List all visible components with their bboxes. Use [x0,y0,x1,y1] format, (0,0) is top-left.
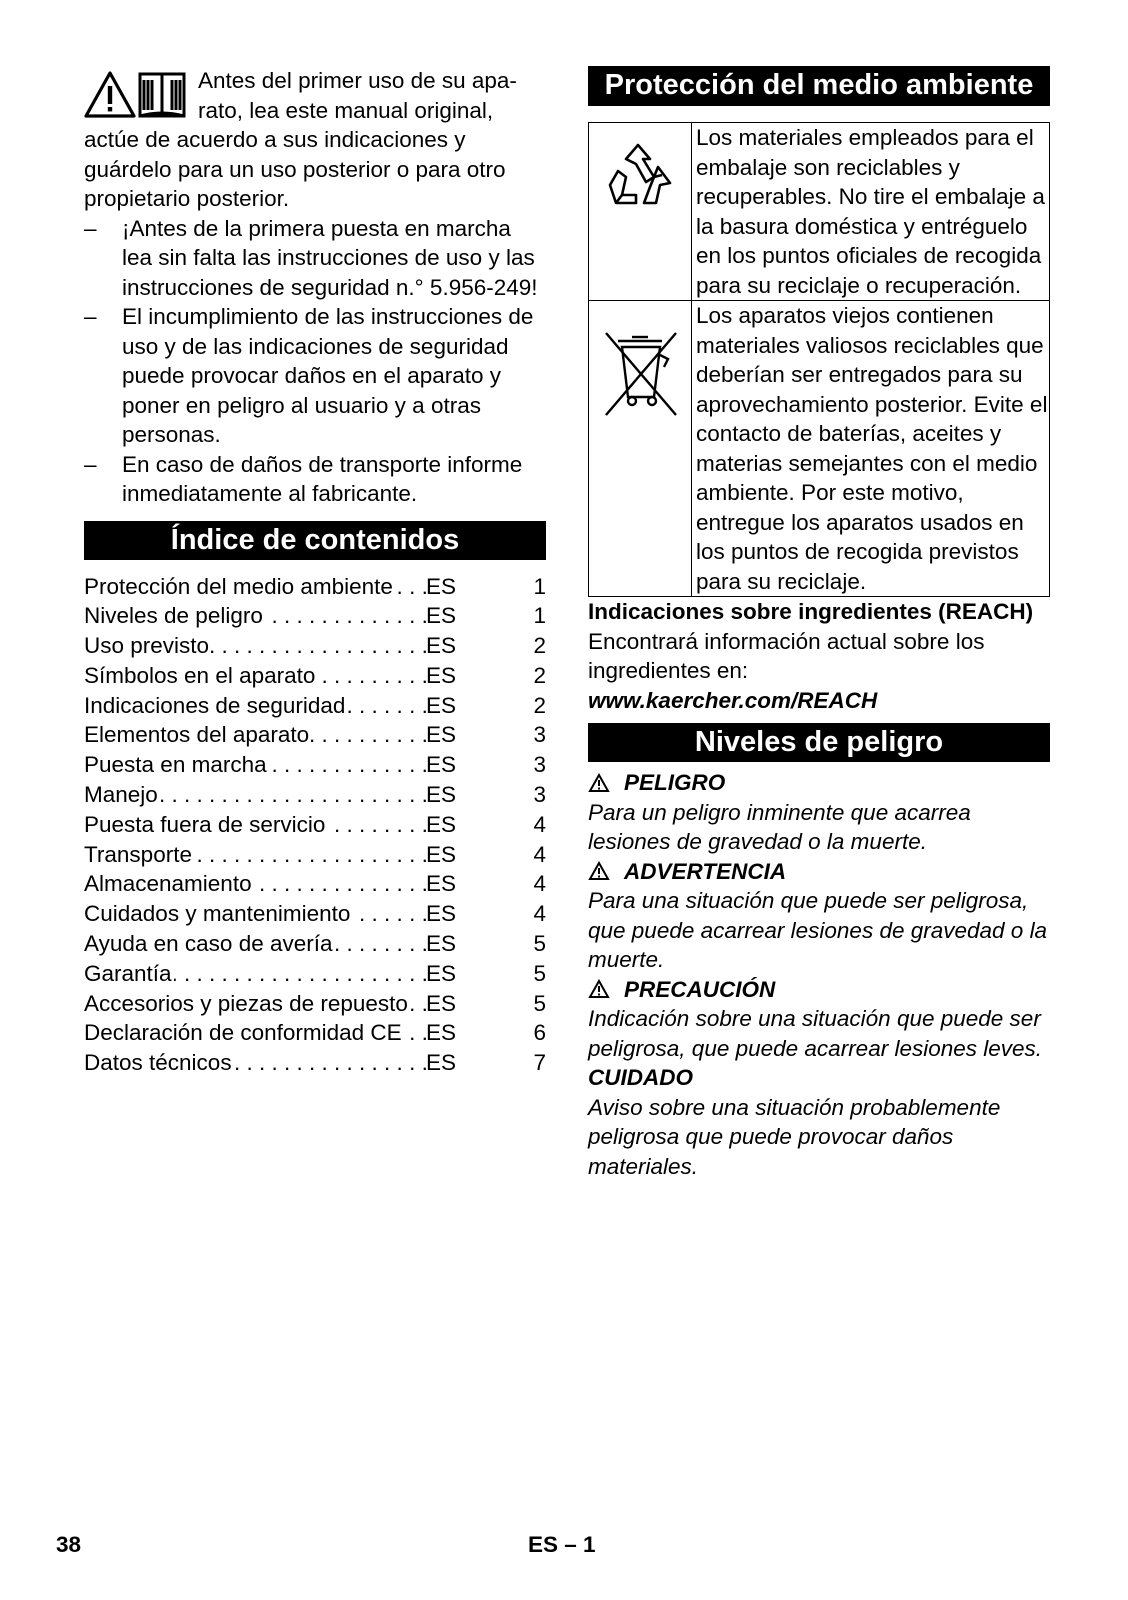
environment-icon-cell [589,123,692,301]
left-column [84,66,546,1078]
toc-entry-title: Garantía . . . [84,959,426,989]
toc-entry-title: Declaración de conformidad CE . . . [84,1018,426,1048]
page-number: 38 [56,1532,82,1557]
toc-entry-lang: ES [426,722,457,748]
toc-entry-page: 2 [533,692,546,718]
reach-text: Encontrará información actual sobre los ingredientes en: [588,628,985,683]
level-advertencia-heading [588,857,1050,887]
toc-entry-page: 4 [533,811,546,837]
level-precaucion-heading [588,975,1050,1005]
toc-entry-lang: ES [426,573,457,599]
reach-heading: Indicaciones sobre ingredientes (REACH) [588,599,1034,624]
crossed-out-bin-icon [596,319,684,429]
toc-entry-lang: ES [426,901,457,927]
toc-entry-lang: ES [426,1050,457,1076]
environment-row [589,123,1050,301]
toc-entry-lang: ES [426,603,457,629]
intro-line-1: Antes del primer uso de su apa- [198,68,517,93]
toc-entry-page: 3 [533,782,546,808]
toc-entry-page: 2 [533,633,546,659]
warning-triangle-icon [588,773,610,793]
toc-entry-title: Protección del medio ambiente . . . [84,572,426,602]
toc-row[interactable] [84,1018,546,1048]
manual-book-icon [140,74,184,116]
toc-entry-page: 5 [533,960,546,986]
toc-entry-title: Indicaciones de seguridad . . . [84,691,426,721]
environment-text: Los aparatos viejos contienen materiales valiosos reciclables que deberían ser entregados para su aprovechamiento posterior. Evite el contacto de baterías, aceites y materias semejantes con el medio ambiente. Por este motivo, entregue los aparatos usados en los puntos de recogida previstos para su reciclaje. [692,301,1050,597]
level-description: Indicación sobre una situación que puede ser peligrosa, que puede acarrear lesiones leves. [588,1006,1043,1061]
toc-entry-page: 1 [533,603,546,629]
toc-entry-lang: ES [426,662,457,688]
toc-row[interactable] [84,840,546,870]
toc-entry-title: Cuidados y mantenimiento . . . [84,899,426,929]
toc-entry-page: 4 [533,871,546,897]
toc-entry-title: Accesorios y piezas de repuesto . . . [84,989,426,1019]
toc-row[interactable] [84,780,546,810]
toc-table [84,572,546,1079]
toc-row[interactable] [84,899,546,929]
toc-entry-lang: ES [426,782,457,808]
recycling-icon [596,137,684,233]
toc-entry-lang: ES [426,633,457,659]
danger-levels-list [588,768,1050,1181]
level-cuidado-heading [588,1063,1050,1093]
toc-row[interactable] [84,869,546,899]
level-label: PRECAUCIÓN [624,976,776,1002]
warning-triangle-icon [588,861,610,881]
toc-entry-lang: ES [426,960,457,986]
toc-entry-title: Datos técnicos . . . [84,1048,426,1078]
bullet-item: – En caso de daños de transporte informe inmediatamente al fabricante. [84,450,546,509]
intro-section [84,66,546,214]
toc-row[interactable] [84,661,546,691]
page-label: ES – 1 [528,1532,596,1557]
toc-row[interactable] [84,601,546,631]
environment-heading: Protección del medio ambiente [588,66,1050,106]
toc-entry-title: Puesta fuera de servicio . . . [84,810,426,840]
environment-row [589,301,1050,597]
reach-link[interactable]: www.kaercher.com/REACH [588,687,878,713]
level-label: PELIGRO [624,770,726,795]
environment-text: Los materiales empleados para el embalaje son reciclables y recuperables. No tire el embalaje a la basura doméstica y entréguelo en los puntos oficiales de recogida para su reciclaje o recuperación. [692,123,1050,301]
toc-entry-lang: ES [426,752,457,778]
toc-entry-title: Transporte . . . [84,840,426,870]
toc-entry-lang: ES [426,990,457,1016]
toc-row[interactable] [84,929,546,959]
environment-table [588,122,1050,597]
toc-row[interactable] [84,750,546,780]
toc-entry-page: 5 [533,990,546,1016]
level-label: CUIDADO [588,1065,693,1090]
toc-row[interactable] [84,631,546,661]
toc-entry-page: 6 [533,1020,546,1046]
toc-entry-lang: ES [426,871,457,897]
toc-row[interactable] [84,810,546,840]
bullet-item: – El incumplimiento de las instrucciones de uso y de las indicaciones de seguridad puede provocar daños en el aparato y poner en peligro al usuario y a otras personas. [84,302,546,450]
toc-entry-lang: ES [426,1020,457,1046]
intro-line-2: rato, lea este manual original, [198,97,494,123]
toc-entry-title: Manejo . . . [84,780,426,810]
toc-entry-page: 2 [533,662,546,688]
toc-row[interactable] [84,720,546,750]
toc-entry-lang: ES [426,931,457,957]
toc-entry-lang: ES [426,841,457,867]
toc-entry-title: Símbolos en el aparato . . . [84,661,426,691]
toc-row[interactable] [84,1048,546,1078]
level-description: Para una situación que puede ser peligrosa, que puede acarrear lesiones de gravedad o la muerte. [588,888,1048,972]
right-column [588,66,1050,1181]
level-label: ADVERTENCIA [624,858,787,884]
toc-heading: Índice de contenidos [84,521,546,560]
intro-bullets [84,214,546,509]
environment-icon-cell [589,301,692,597]
toc-row[interactable] [84,989,546,1019]
toc-row[interactable] [84,691,546,721]
toc-entry-page: 7 [533,1050,546,1076]
toc-entry-title: Elementos del aparato . . . [84,720,426,750]
level-description: Aviso sobre una situación probablemente peligrosa que puede provocar daños materiales. [588,1094,1001,1179]
level-peligro-heading [588,768,1050,798]
toc-entry-title: Niveles de peligro . . . [84,601,426,631]
bullet-item: – ¡Antes de la primera puesta en marcha lea sin falta las instrucciones de uso y las instrucciones de seguridad n.° 5.956-249! [84,214,546,303]
toc-entry-title: Puesta en marcha . . . [84,750,426,780]
warning-triangle-icon [86,73,134,116]
warning-triangle-icon [588,979,610,999]
danger-levels-heading: Niveles de peligro [588,723,1050,762]
toc-entry-lang: ES [426,811,457,837]
toc-entry-lang: ES [426,692,457,718]
toc-row[interactable] [84,572,546,602]
toc-entry-page: 5 [533,931,546,957]
intro-text: actúe de acuerdo a sus indicaciones y guárdelo para un uso posterior o para otro propietario posterior. [84,127,506,211]
toc-entry-page: 3 [533,722,546,748]
toc-entry-title: Uso previsto . . . [84,631,426,661]
toc-entry-page: 4 [533,901,546,927]
warning-manual-icons [84,70,188,120]
toc-entry-title: Almacenamiento . . . [84,869,426,899]
toc-entry-page: 4 [533,841,546,867]
toc-entry-page: 3 [533,752,546,778]
toc-entry-page: 1 [533,573,546,599]
toc-entry-title: Ayuda en caso de avería . . . [84,929,426,959]
level-description: Para un peligro inminente que acarrea lesiones de gravedad o la muerte. [588,799,971,854]
toc-row[interactable] [84,959,546,989]
